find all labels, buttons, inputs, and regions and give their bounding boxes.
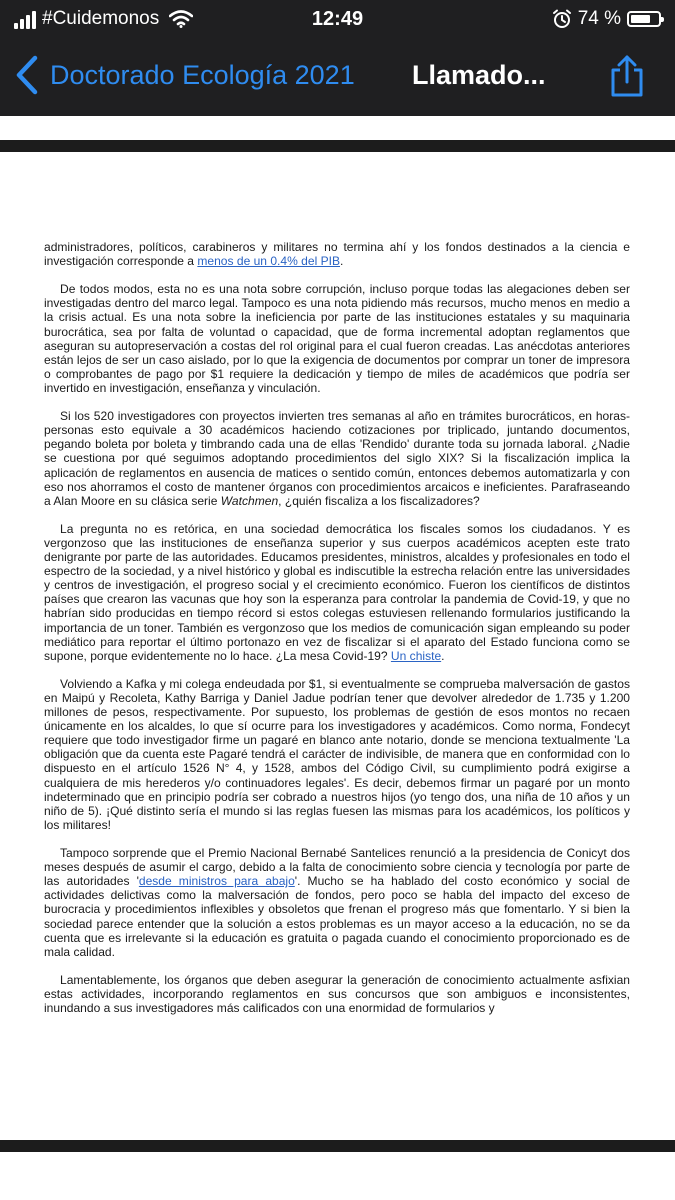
paragraph-3 [44,409,630,508]
link-desde-ministros[interactable]: desde ministros para abajo [138,874,295,889]
paragraph-6 [44,846,630,959]
link-pib[interactable]: menos de un 0.4% del PIB [197,254,341,269]
status-time: 12:49 [311,8,364,30]
paragraph-1 [44,240,630,268]
carrier-name: #Cuidemonos [42,8,160,29]
document-title: Llamado... [412,60,546,90]
battery-fill [631,15,650,23]
document-page [44,240,630,1029]
share-icon[interactable] [609,54,645,98]
paragraph-6-end: '. Mucho se ha hablado del costo económico y social de actividades delictivas como la malversación de fondos, pero poco se habla del impacto del exceso de burocracia y procedimientos inflexibles y obsoletos que frenan el progreso más que fomentarlo. Y si bien la sociedad parece entender que la solución a estos problemas es un mayor acceso a la educación, no se da cuenta que es irrelevante si la educación es gratuita o pagada cuando el conocimiento proporcionado es de mala calidad. [44,874,630,959]
paragraph-5: Volviendo a Kafka y mi colega endeudada por $1, si eventualmente se comprueba malversación de gastos en Maipú y Recoleta, Kathy Barriga y Daniel Jadue podrían tener que devolver alrededor de 1.735 y 1.200 millones de pesos, respectivamente. Por supuesto, los problemas de gestión de esos montos no recaen únicamente en los alcaldes, lo que sí ocurre para los investigadores y académicos. Como norma, Fondecyt requiere que todo investigador firme un pagaré en blanco ante notario, donde se menciona textualmente 'La obligación que da cuenta este Pagaré tendrá el carácter de indivisible, de manera que en conformidad con lo dispuesto en el artículo 1526 N° 4, y 1528, ambos del Código Civil, su cumplimiento podrá exigirse a cualquiera de mis herederos y/o continuadores legales'. Es decir, debemos firmar un pagaré por un monto indeterminado que en principio podría ser cobrado a nuestros hijos (yo tengo dos, una niña de 10 años y un niño de 5). ¡Qué distinto sería el mundo si las reglas fuesen las mismas para los académicos, los políticos y los militares! [44,676,630,832]
back-button[interactable]: Doctorado Ecología 2021 [50,60,355,90]
navigation-bar [0,38,675,116]
battery-percent: 74 % [577,8,621,29]
back-chevron-icon[interactable] [14,55,40,95]
page-separator-top [0,140,675,152]
paragraph-4 [44,522,630,663]
link-un-chiste[interactable]: Un chiste [390,648,442,663]
page-separator-bottom [0,1140,675,1152]
paragraph-7: Lamentablemente, los órganos que deben asegurar la generación de conocimiento actualmente asfixian estas actividades, incorporando reglamentos en sus concursos que son ambiguos e inconsistentes, inundando a sus investigadores más calificados con una enormidad de formularios y [44,972,630,1016]
paragraph-4-end: . [441,648,445,663]
paragraph-3-text: Si los 520 investigadores con proyectos invierten tres semanas al año en trámites burocráticos, en horas-personas esto equivale a 30 académicos haciendo cotizaciones por triplicado, juntando documentos, pegando boleta por boleta y timbrando cada una de ellas 'Rendido' durante toda su jornada laboral. ¿Nadie se cuestiona por qué seguimos adoptando procedimientos del siglo XIX? Si la fiscalización implica la aplicación de reglamentos en ausencia de matices o sentido común, entonces debemos automatizarla y con eso nos ahorramos el costo de mantener órganos con procedimientos arcaicos e ineficientes. Parafraseando a Alan Moore en su clásica serie [44,409,630,508]
alarm-icon [552,9,572,29]
status-bar [0,0,675,38]
paragraph-6-text: Tampoco sorprende que el Premio Nacional Bernabé Santelices renunció a la presidencia de Conicyt dos meses después de asumir el cargo, debido a la falta de conocimiento sobre ciencia y tecnología por parte de las autoridades ' [44,846,630,889]
paragraph-4-text: La pregunta no es retórica, en una sociedad democrática los fiscales somos los ciudadanos. Y es vergonzoso que las instituciones de enseñanza superior y sus cuerpos académicos acepten este trato denigrante por parte de las autoridades. Educamos presidentes, ministros, alcaldes y profesionales en todo el espectro de la sociedad, y a nivel histórico y global es indiscutible la estrecha relación entre las universidades y centros de investigación, el progreso social y el crecimiento económico. Fueron los científicos de distintos países que crearon las vacunas que hoy son la esperanza para controlar la pandemia de Covid-19, y que no habrían sido producidas en tiempo récord si estos colegas estuviesen rellenando formularios justificando la importancia de un toner. También es vergonzoso que los medios de comunicación sigan empleando su poder mediático para reportar el último portonazo en vez de fiscalizar si el aparato del Estado funciona como se supone, porque evidentemente no lo hace. ¿La mesa Covid-19? [44,521,630,663]
paragraph-1-end: . [340,254,344,269]
paragraph-3-end: , ¿quién fiscaliza a los fiscalizadores? [278,493,480,508]
status-right [552,8,661,30]
battery-icon [627,11,661,27]
paragraph-2: De todos modos, esta no es una nota sobre corrupción, incluso porque todas las alegaciones deben ser investigadas dentro del marco legal. Tampoco es una nota pidiendo más recursos, mucho menos en medio a la crisis actual. Es una nota sobre la ineficiencia por parte de las instituciones estatales y su maquinaria burocrática, sea por falta de voluntad o capacidad, que de forma incremental adoptan reglamentos que aseguran su autopreservación a costas del rol original para el cual fueron creadas. Las anécdotas anteriores están lejos de ser un caso aislado, por lo que la exigencia de documentos por comprar un toner de impresora o comprobantes de pago por $1 requiere la dedicación y tiempo de miles de académicos que podría ser invertido en investigación, enseñanza y vinculación. [44,282,630,395]
paragraph-1-text: administradores, políticos, carabineros y militares no termina ahí y los fondos destinados a la ciencia e investigación corresponde a [44,240,630,269]
watchmen-title: Watchmen [220,493,279,508]
